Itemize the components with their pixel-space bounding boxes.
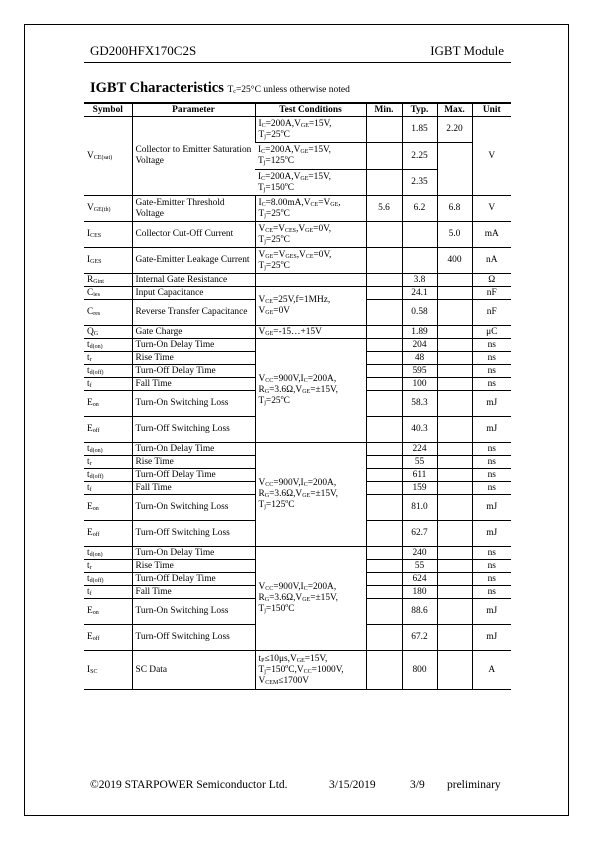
unit-vge-th: V (472, 196, 511, 222)
col-test-conditions: Test Conditions (255, 103, 366, 117)
param-vge-th: Gate-Emitter Threshold Voltage (132, 196, 255, 222)
max-vce-sat-25: 2.20 (437, 117, 472, 143)
table-row (84, 222, 511, 248)
symbol-isc: $I_{SC}$ (84, 651, 132, 690)
table-row: $E_{on}$ Turn-On Switching Loss 88.6 mJ (84, 599, 511, 625)
table-row: $E_{on}$ Turn-On Switching Loss 58.3 mJ (84, 391, 511, 417)
table-row (84, 651, 511, 690)
cond-vce-sat-25: $I_C=200A,V_{GE}=15V$, $T_j=25^oC$ (255, 117, 366, 143)
igbt-characteristics-table (84, 102, 511, 690)
table-row (84, 287, 511, 300)
max-ices: 5.0 (437, 222, 472, 248)
param-cies: Input Capacitance (132, 287, 255, 300)
header-divider (84, 62, 511, 63)
param-qg: Gate Charge (132, 326, 255, 339)
cond-qg: $V_{GE}=-15\dots+15V$ (255, 326, 366, 339)
col-unit: Unit (472, 103, 511, 117)
unit-ices: mA (472, 222, 511, 248)
table-row: $E_{off}$ Turn-Off Switching Loss 40.3 mJ (84, 417, 511, 443)
col-max: Max. (437, 103, 472, 117)
table-row: $t_{d(off)}$ Turn-Off Delay Time 595 ns (84, 365, 511, 378)
table-row: $E_{off}$ Turn-Off Switching Loss 67.2 mJ (84, 625, 511, 651)
cond-capacitance: $V_{CE}=25V,f=1MHz$, $V_{GE}=0V$ (255, 287, 366, 326)
typ-qg: 1.89 (402, 326, 437, 339)
footer-status: preliminary (447, 779, 501, 791)
table-row: $E_{off}$ Turn-Off Switching Loss 62.7 mJ (84, 521, 511, 547)
symbol-vce-sat: $V_{CE(sat)}$ (84, 117, 132, 196)
symbol-cres: $C_{res}$ (84, 300, 132, 326)
table-row: $t_r$ Rise Time 55 ns (84, 560, 511, 573)
table-row: $t_f$ Fall Time 159 ns (84, 482, 511, 495)
symbol-rgint: $R_{Gint}$ (84, 274, 132, 287)
symbol-qg: $Q_G$ (84, 326, 132, 339)
max-vge-th: 6.8 (437, 196, 472, 222)
table-row: $t_{d(off)}$ Turn-Off Delay Time 624 ns (84, 573, 511, 586)
cond-switching-150: $V_{CC}=900V,I_C=200A$, $R_G=3.6\Omega,V_{GE}=\pm 15V$, $T_j=150^oC$ (255, 547, 366, 651)
typ-isc: 800 (402, 651, 437, 690)
condition-note: $T_c=25^\circ C$ unless otherwise noted (227, 85, 350, 95)
typ-vge-th: 6.2 (402, 196, 437, 222)
symbol-iges: $I_{GES}$ (84, 248, 132, 274)
cond-switching-125: $V_{CC}=900V,I_C=200A$, $R_G=3.6\Omega,V_{GE}=\pm 15V$, $T_j=125^oC$ (255, 443, 366, 547)
unit-cres: nF (472, 300, 511, 326)
footer-copyright: ©2019 STARPOWER Semiconductor Ltd. (90, 779, 288, 791)
table-row: $t_{d(on)}$ Turn-On Delay Time $V_{CC}=900V,I_C=200A$, $R_G=3.6\Omega,V_{GE}=\pm 15V$, $T_j=125^oC$ 224 ns (84, 443, 511, 456)
unit-isc: A (472, 651, 511, 690)
symbol-vge-th: $V_{GE(th)}$ (84, 196, 132, 222)
unit-vce-sat: V (472, 117, 511, 196)
symbol-cies: $C_{ies}$ (84, 287, 132, 300)
table-row (84, 326, 511, 339)
param-ices: Collector Cut-Off Current (132, 222, 255, 248)
section-title (90, 80, 350, 97)
param-vce-sat: Collector to Emitter Saturation Voltage (132, 117, 255, 196)
module-type: IGBT Module (430, 43, 504, 58)
table-row: $t_f$ Fall Time 180 ns (84, 586, 511, 599)
typ-vce-sat-125: 2.25 (402, 143, 437, 170)
table-row: $t_{d(on)}$ Turn-On Delay Time $V_{CC}=900V,I_C=200A$, $R_G=3.6\Omega,V_{GE}=\pm 15V$, $T_j=25^oC$ 204 ns (84, 339, 511, 352)
col-parameter: Parameter (132, 103, 255, 117)
col-symbol: Symbol (84, 103, 132, 117)
footer-date: 3/15/2019 (329, 779, 376, 791)
table-row: $E_{on}$ Turn-On Switching Loss 81.0 mJ (84, 495, 511, 521)
table-row: $t_{d(on)}$ Turn-On Delay Time $V_{CC}=900V,I_C=200A$, $R_G=3.6\Omega,V_{GE}=\pm 15V$, $T_j=150^oC$ 240 ns (84, 547, 511, 560)
typ-cres: 0.58 (402, 300, 437, 326)
col-typ: Typ. (402, 103, 437, 117)
param-rgint: Internal Gate Resistance (132, 274, 255, 287)
param-isc: SC Data (132, 651, 255, 690)
table-row (84, 196, 511, 222)
param-iges: Gate-Emitter Leakage Current (132, 248, 255, 274)
cond-iges: $V_{GE}=V_{GES},V_{CE}=0V$, $T_j=25^oC$ (255, 248, 366, 274)
cond-vce-sat-125: $I_C=200A,V_{GE}=15V$, $T_j=125^oC$ (255, 143, 366, 170)
part-number: GD200HFX170C2S (90, 43, 197, 58)
table-row: $t_r$ Rise Time 55 ns (84, 456, 511, 469)
cond-isc: $t_P\le 10\mu s,V_{GE}=15V$, $T_j=150^oC,V_{CC}=1000V$, $V_{CEM}\le 1700V$ (255, 651, 366, 690)
cond-vge-th: $I_C=8.00mA,V_{CE}=V_{GE}$, $T_j=25^oC$ (255, 196, 366, 222)
unit-cies: nF (472, 287, 511, 300)
footer-page-number: 3/9 (410, 779, 425, 791)
table-row (84, 248, 511, 274)
cond-ices: $V_{CE}=V_{CES},V_{GE}=0V$, $T_j=25^oC$ (255, 222, 366, 248)
param-cres: Reverse Transfer Capacitance (132, 300, 255, 326)
typ-rgint: 3.8 (402, 274, 437, 287)
table-row: $t_r$ Rise Time 48 ns (84, 352, 511, 365)
table-row (84, 117, 511, 143)
cond-switching-25: $V_{CC}=900V,I_C=200A$, $R_G=3.6\Omega,V_{GE}=\pm 15V$, $T_j=25^oC$ (255, 339, 366, 443)
unit-qg: μC (472, 326, 511, 339)
unit-rgint: Ω (472, 274, 511, 287)
min-vge-th: 5.6 (366, 196, 402, 222)
max-iges: 400 (437, 248, 472, 274)
table-row (84, 274, 511, 287)
table-row: $t_{d(off)}$ Turn-Off Delay Time 611 ns (84, 469, 511, 482)
typ-vce-sat-25: 1.85 (402, 117, 437, 143)
unit-iges: nA (472, 248, 511, 274)
table-header-row (84, 103, 511, 117)
typ-vce-sat-150: 2.35 (402, 170, 437, 196)
symbol-ices: $I_{CES}$ (84, 222, 132, 248)
section-title-text: IGBT Characteristics (90, 80, 224, 96)
col-min: Min. (366, 103, 402, 117)
typ-cies: 24.1 (402, 287, 437, 300)
table-row: $t_f$ Fall Time 100 ns (84, 378, 511, 391)
cond-vce-sat-150: $I_C=200A,V_{GE}=15V$, $T_j=150^oC$ (255, 170, 366, 196)
